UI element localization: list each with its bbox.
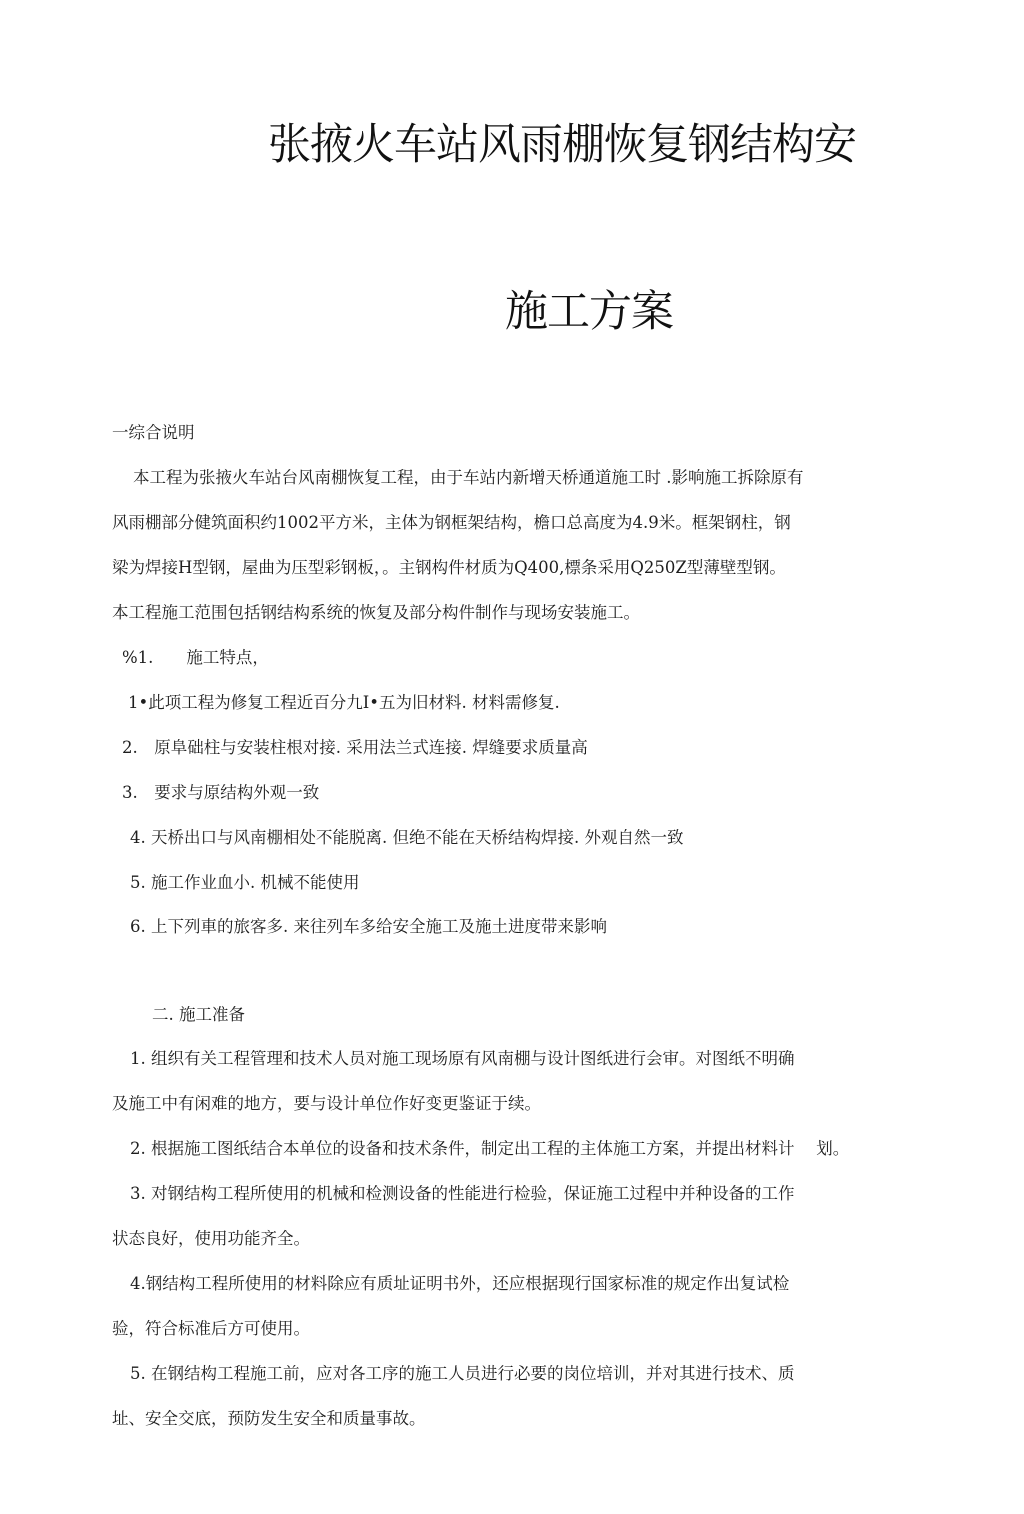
preparation-line: 验，符合标准后方可使用。 [112,1319,310,1338]
feature-item: 6. 上下列車的旅客多. 来往列车多给安全施工及施土进度带来影响 [130,917,607,936]
preparation-line: 1. 组织有关工程管理和技术人员对施工现场原有风南棚与设计图纸进行会审。对图纸不明确 [130,1049,795,1068]
feature-item: 1•此项工程为修复工程近百分九I•五为旧材料. 材料需修复. [128,693,560,712]
section-1-paragraph-line: 梁为焊接H型钢，屋曲为压型彩钢板，。主钢构件材质为Q400,標条采用Q250Z型薄壁型钢。 [112,558,786,577]
preparation-line: 2. 根据施工图纸结合本单位的设备和技术条件，制定出工程的主体施工方案，并提出材料计 划。 [130,1139,850,1158]
preparation-line: 3. 对钢结构工程所使用的机械和检测设备的性能进行检验，保证施工过程中并种设备的工作 [130,1184,795,1203]
preparation-line: 状态良好，使用功能齐全。 [112,1229,310,1248]
section-1-paragraph-line: 本工程施工范围包括钢结构系统的恢复及部分构件制作与现场安装施工。 [112,603,640,622]
feature-item: 5. 施工作业血小. 机械不能使用 [130,873,360,892]
document-title-line-2: 施工方案 [505,287,673,337]
feature-item: 2. 原阜础柱与安装柱根对接. 采用法兰式连接. 焊缝要求质量高 [122,738,588,757]
feature-item: 3. 要求与原结构外观一致 [122,783,320,802]
feature-item: 4. 天桥出口与风南棚相处不能脱离. 但绝不能在天桥结构焊接. 外观自然一致 [130,828,684,847]
preparation-line: 4.钢结构工程所使用的材料除应有质址证明书外，还应根据现行国家标准的规定作出复试检 [130,1274,790,1293]
section-1-paragraph-line: 风雨棚部分健筑面积约1002平方米，主体为钢框架结构，檐口总高度为4.9米。框架钢柱，钢 [112,513,791,532]
section-2-heading: 二. 施工准备 [152,1005,245,1024]
section-1-heading: 一综合说明 [112,423,195,442]
preparation-line: 址、安全交底，预防发生安全和质量事故。 [112,1409,426,1428]
preparation-line: 及施工中有闲难的地方，要与设计单位作好变更鉴证于续。 [112,1094,541,1113]
section-1-paragraph-line: 本工程为张掖火车站台风南棚恢复工程，由于车站内新增天桥通道施工时 .影响施工拆除原有 [133,468,804,487]
document-title-line-1: 张掖火车站风雨棚恢复钢结构安 [268,120,856,170]
features-heading: %1. 施工特点， [122,648,269,667]
preparation-line: 5. 在钢结构工程施工前，应对各工序的施工人员进行必要的岗位培训，并对其进行技术、质 [130,1364,795,1383]
